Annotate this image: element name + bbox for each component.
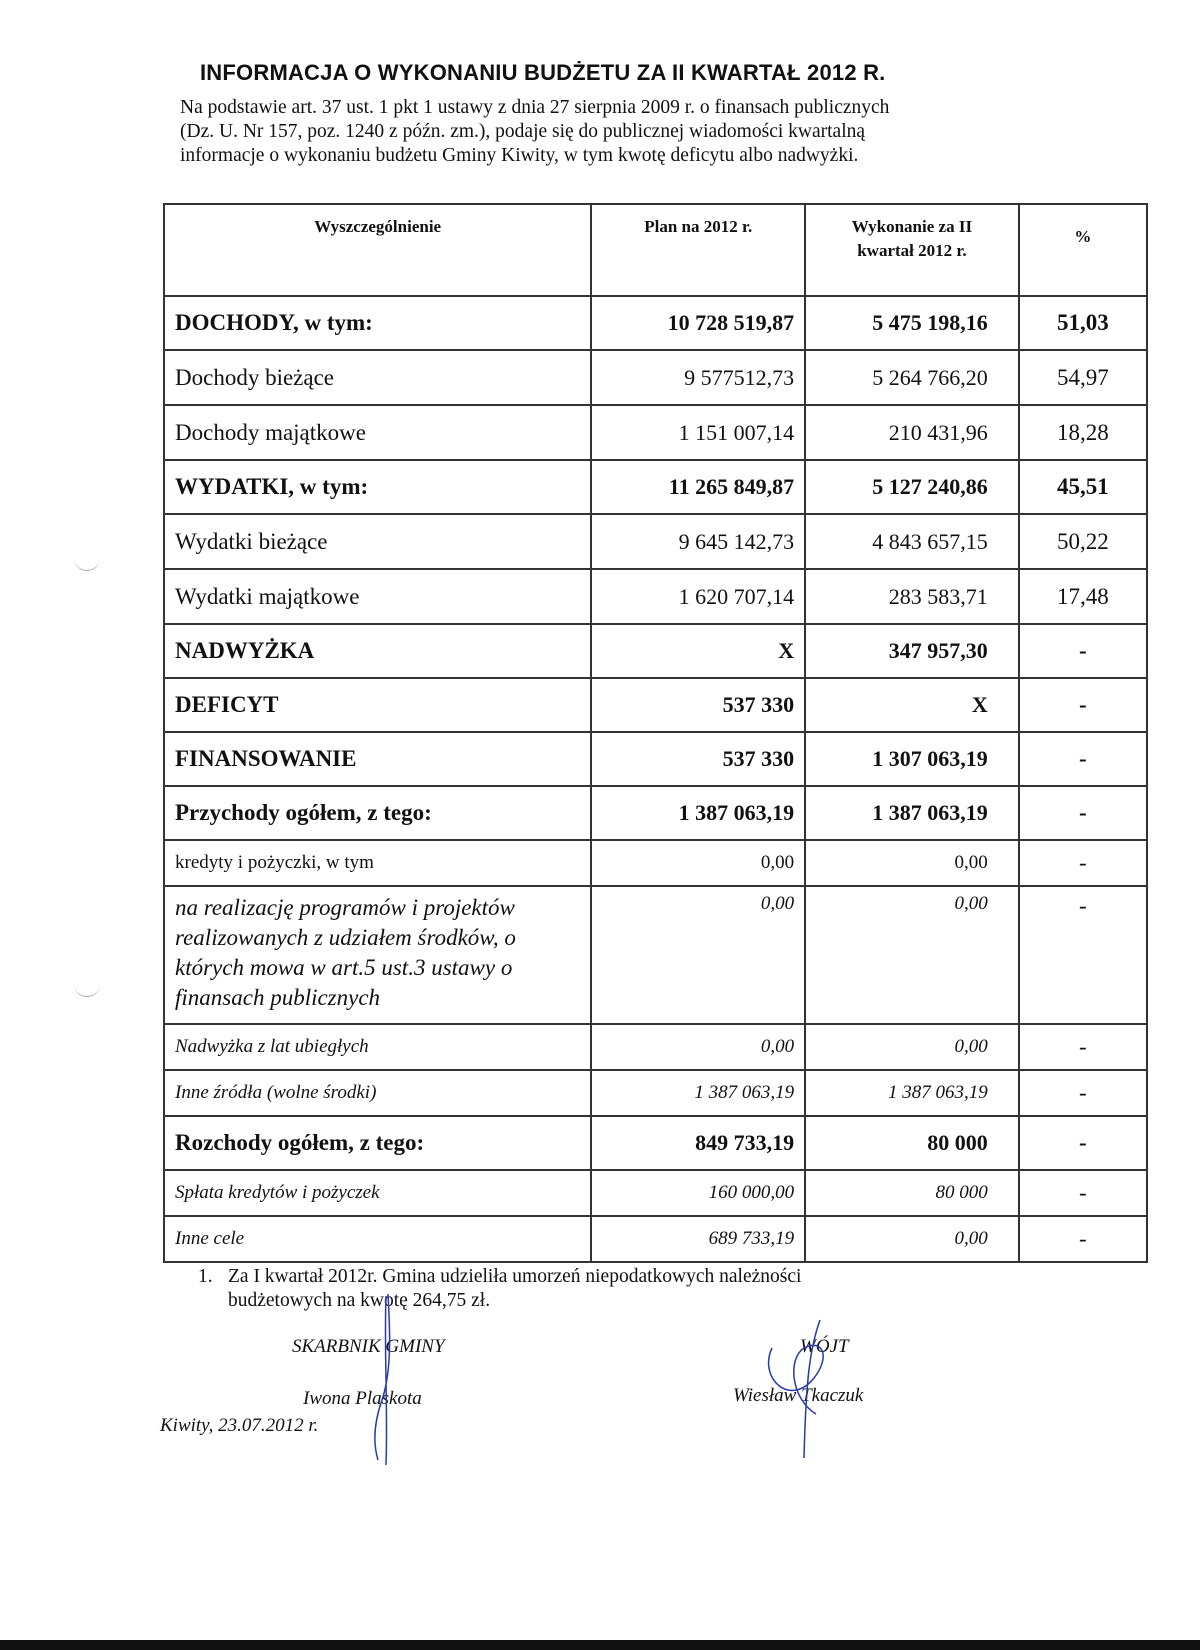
row-plan: 0,00 — [591, 1024, 805, 1070]
row-exec: 0,00 — [805, 1024, 1019, 1070]
row-pct: - — [1019, 624, 1147, 678]
table-row — [164, 624, 1147, 678]
row-exec: 1 387 063,19 — [805, 1070, 1019, 1116]
table-row — [164, 732, 1147, 786]
intro-line: (Dz. U. Nr 157, poz. 1240 z późn. zm.), podaje się do publicznej wiadomości kwartalną — [180, 121, 866, 142]
row-label: DOCHODY, w tym: — [164, 296, 591, 350]
row-exec: 5 475 198,16 — [805, 296, 1019, 350]
row-exec: 80 000 — [805, 1116, 1019, 1170]
row-exec: 5 127 240,86 — [805, 460, 1019, 514]
row-exec: 1 307 063,19 — [805, 732, 1019, 786]
row-label: Przychody ogółem, z tego: — [164, 786, 591, 840]
row-pct: - — [1019, 678, 1147, 732]
budget-table — [163, 203, 1148, 1263]
row-label: DEFICYT — [164, 678, 591, 732]
table-row — [164, 569, 1147, 624]
row-pct: - — [1019, 786, 1147, 840]
table-row — [164, 840, 1147, 886]
row-plan: 9 645 142,73 — [591, 514, 805, 569]
row-exec: 4 843 657,15 — [805, 514, 1019, 569]
row-label: WYDATKI, w tym: — [164, 460, 591, 514]
row-plan: 10 728 519,87 — [591, 296, 805, 350]
row-label: na realizację programów i projektów realizowanych z udziałem środków, o których mowa w art.5 ust.3 ustawy o finansach publicznych — [164, 886, 591, 1024]
table-row — [164, 460, 1147, 514]
row-pct: 51,03 — [1019, 296, 1147, 350]
footnote-marker: 1. — [198, 1266, 213, 1287]
row-pct: - — [1019, 1024, 1147, 1070]
row-plan: 9 577512,73 — [591, 350, 805, 405]
row-pct: 18,28 — [1019, 405, 1147, 460]
signature-scribble-right-icon — [760, 1318, 850, 1468]
row-plan: 1 387 063,19 — [591, 786, 805, 840]
intro-line: Na podstawie art. 37 ust. 1 pkt 1 ustawy z dnia 27 sierpnia 2009 r. o finansach publicznych — [180, 97, 890, 118]
punch-hole-mark-icon — [74, 982, 100, 997]
row-label: Wydatki majątkowe — [164, 569, 591, 624]
table-row — [164, 1070, 1147, 1116]
row-exec: 347 957,30 — [805, 624, 1019, 678]
scan-edge — [0, 1640, 1200, 1650]
table-row — [164, 296, 1147, 350]
row-pct: 50,22 — [1019, 514, 1147, 569]
row-plan: 11 265 849,87 — [591, 460, 805, 514]
row-plan: 537 330 — [591, 678, 805, 732]
row-pct: - — [1019, 732, 1147, 786]
table-row — [164, 1170, 1147, 1216]
signature-scribble-left-icon — [360, 1290, 420, 1470]
row-plan: 0,00 — [591, 886, 805, 1024]
table-row — [164, 786, 1147, 840]
signatory-left-role: SKARBNIK GMINY — [292, 1336, 445, 1357]
table-row — [164, 350, 1147, 405]
footnote-line: Za I kwartał 2012r. Gmina udzieliła umorzeń niepodatkowych należności — [228, 1266, 802, 1287]
footnote-line: budżetowych na kwotę 264,75 zł. — [228, 1290, 491, 1311]
signatory-right-name: Wiesław Tkaczuk — [733, 1385, 864, 1406]
row-exec: 5 264 766,20 — [805, 350, 1019, 405]
row-plan: 1 620 707,14 — [591, 569, 805, 624]
row-label: Wydatki bieżące — [164, 514, 591, 569]
row-plan: 0,00 — [591, 840, 805, 886]
signatory-left-name: Iwona Plaskota — [303, 1388, 422, 1409]
row-label: Rozchody ogółem, z tego: — [164, 1116, 591, 1170]
row-label: NADWYŻKA — [164, 624, 591, 678]
document-title: INFORMACJA O WYKONANIU BUDŻETU ZA II KWARTAŁ 2012 R. — [200, 60, 886, 85]
row-exec: 0,00 — [805, 840, 1019, 886]
row-pct: - — [1019, 886, 1147, 1024]
row-pct: - — [1019, 840, 1147, 886]
table-row — [164, 886, 1147, 1024]
row-label: FINANSOWANIE — [164, 732, 591, 786]
header-pct: % — [1019, 204, 1147, 296]
header-plan: Plan na 2012 r. — [591, 204, 805, 296]
header-exec: Wykonanie za II kwartał 2012 r. — [805, 204, 1019, 296]
row-label: Inne źródła (wolne środki) — [164, 1070, 591, 1116]
row-pct: - — [1019, 1116, 1147, 1170]
place-date: Kiwity, 23.07.2012 r. — [160, 1415, 319, 1436]
row-exec: 1 387 063,19 — [805, 786, 1019, 840]
row-pct: 45,51 — [1019, 460, 1147, 514]
row-pct: - — [1019, 1070, 1147, 1116]
row-exec: X — [805, 678, 1019, 732]
row-plan: 849 733,19 — [591, 1116, 805, 1170]
row-plan: 689 733,19 — [591, 1216, 805, 1262]
table-row — [164, 1116, 1147, 1170]
row-exec: 283 583,71 — [805, 569, 1019, 624]
signatory-right-role: WÓJT — [800, 1336, 849, 1357]
table-row — [164, 405, 1147, 460]
row-label: Inne cele — [164, 1216, 591, 1262]
table-header-row — [164, 204, 1147, 296]
row-plan: 1 387 063,19 — [591, 1070, 805, 1116]
row-label: Dochody bieżące — [164, 350, 591, 405]
row-pct: 17,48 — [1019, 569, 1147, 624]
row-plan: 1 151 007,14 — [591, 405, 805, 460]
row-label: kredyty i pożyczki, w tym — [164, 840, 591, 886]
row-label: Nadwyżka z lat ubiegłych — [164, 1024, 591, 1070]
row-plan: 160 000,00 — [591, 1170, 805, 1216]
row-plan: X — [591, 624, 805, 678]
row-pct: - — [1019, 1170, 1147, 1216]
row-label: Spłata kredytów i pożyczek — [164, 1170, 591, 1216]
row-exec: 80 000 — [805, 1170, 1019, 1216]
header-name: Wyszczególnienie — [164, 204, 591, 296]
row-exec: 0,00 — [805, 886, 1019, 1024]
table-row — [164, 1216, 1147, 1262]
table-row — [164, 678, 1147, 732]
table-row — [164, 514, 1147, 569]
intro-line: informacje o wykonaniu budżetu Gminy Kiwity, w tym kwotę deficytu albo nadwyżki. — [180, 145, 859, 166]
row-exec: 0,00 — [805, 1216, 1019, 1262]
table-row — [164, 1024, 1147, 1070]
row-label: Dochody majątkowe — [164, 405, 591, 460]
intro-paragraph — [180, 96, 1090, 168]
row-pct: - — [1019, 1216, 1147, 1262]
row-plan: 537 330 — [591, 732, 805, 786]
row-exec: 210 431,96 — [805, 405, 1019, 460]
footnote — [198, 1265, 958, 1313]
punch-hole-mark-icon — [74, 556, 100, 571]
row-pct: 54,97 — [1019, 350, 1147, 405]
